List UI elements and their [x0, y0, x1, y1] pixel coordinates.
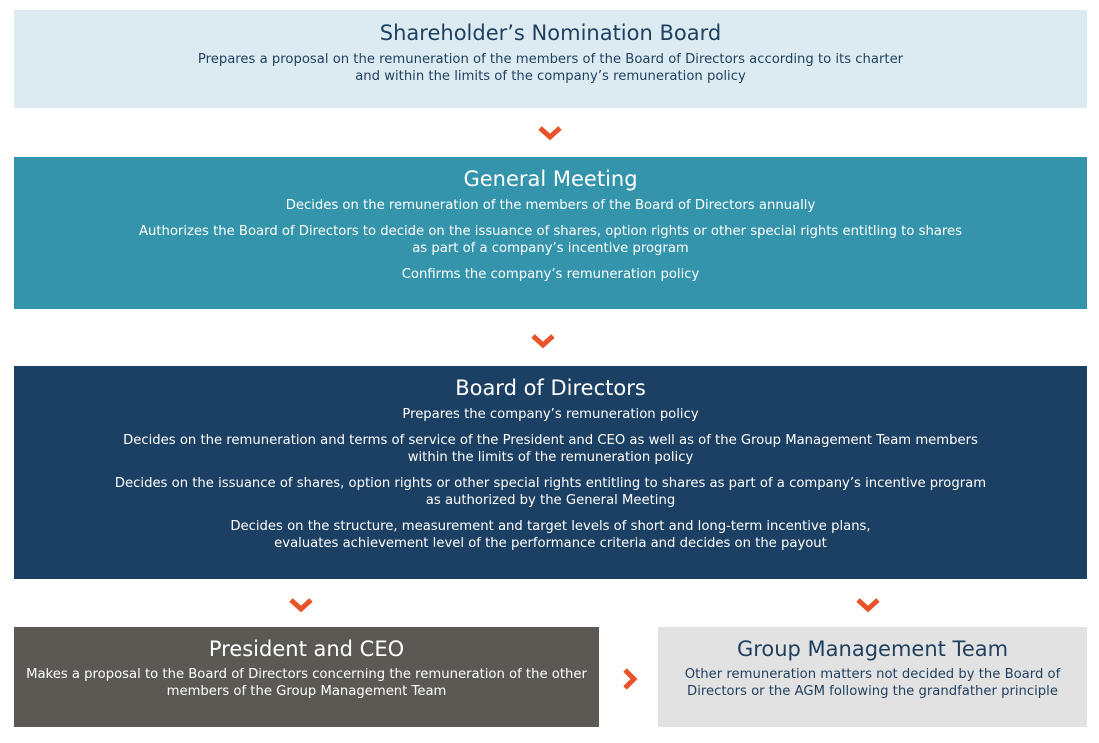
- board-line: Prepares the company’s remuneration policy: [402, 407, 699, 422]
- nomination-board-box: [14, 10, 1087, 108]
- group-management-team-title: Group Management Team: [736, 637, 1009, 661]
- general-meeting-title: General Meeting: [463, 167, 638, 191]
- general-meeting-box: [14, 157, 1087, 309]
- president-ceo-title: President and CEO: [208, 637, 405, 661]
- chevron-down-icon: [855, 597, 881, 613]
- chevron-down-icon: [288, 597, 314, 613]
- president-ceo-box: [14, 627, 599, 727]
- board-line: Decides on the issuance of shares, option rights or other special rights entitling to shares as part of a company’s incentive program as authorized by the General Meeting: [114, 476, 987, 508]
- board-line: Decides on the remuneration and terms of service of the President and CEO as well as of the Group Management Team members within the limits of the remuneration policy: [123, 433, 978, 465]
- chevron-down-icon: [537, 125, 563, 141]
- chevron-down-icon: [530, 333, 556, 349]
- nomination-board-line: Prepares a proposal on the remuneration of the members of the Board of Directors according to its charter and within the limits of the company’s remuneration policy: [197, 52, 904, 84]
- nomination-board-title: Shareholder’s Nomination Board: [379, 21, 722, 45]
- general-meeting-line: Decides on the remuneration of the members of the Board of Directors annually: [285, 198, 816, 213]
- group-management-team-box: [658, 627, 1087, 727]
- general-meeting-line: Confirms the company’s remuneration policy: [401, 267, 700, 282]
- group-management-team-line: Other remuneration matters not decided by the Board of Directors or the AGM following the grandfather principle: [684, 667, 1061, 699]
- board-of-directors-title: Board of Directors: [455, 376, 646, 400]
- general-meeting-line: Authorizes the Board of Directors to decide on the issuance of shares, option rights or other special rights entitling to shares as part of a company’s incentive program: [138, 224, 963, 256]
- president-ceo-line: Makes a proposal to the Board of Directors concerning the remuneration of the other members of the Group Management Team: [26, 667, 587, 699]
- board-line: Decides on the structure, measurement and target levels of short and long-term incentive plans, evaluates achievement level of the performance criteria and decides on the payout: [230, 519, 871, 551]
- board-of-directors-box: [14, 366, 1087, 579]
- chevron-right-icon: [622, 668, 638, 690]
